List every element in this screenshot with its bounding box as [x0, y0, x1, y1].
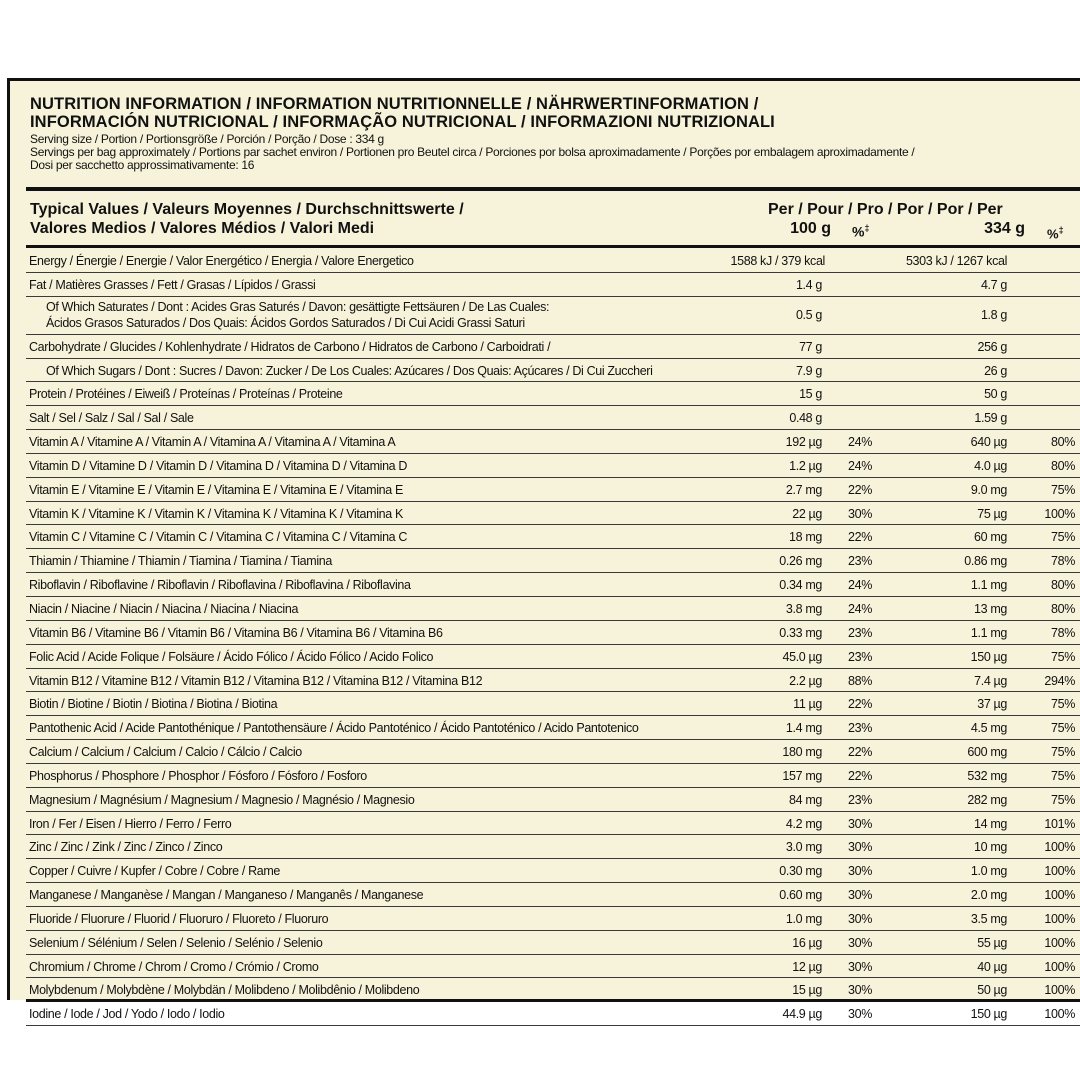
table-row: [26, 931, 1080, 955]
value-per-100g: 1.0 mg: [785, 911, 822, 926]
nutrient-label: Folic Acid / Acide Folique / Folsäure / Ácido Fólico / Ácido Fólico / Acido Folico: [29, 649, 434, 664]
percent-per-serving: 80%: [1051, 458, 1075, 473]
nutrient-label: Energy / Énergie / Energie / Valor Energético / Energia / Valore Energetico: [29, 254, 414, 268]
value-per-100g: 157 mg: [782, 768, 822, 783]
percent-per-serving: 75%: [1051, 721, 1075, 736]
percent-per-100g: 23%: [848, 792, 872, 807]
percent-per-serving: 80%: [1051, 578, 1075, 593]
value-per-100g: 84 mg: [789, 792, 822, 807]
nutrient-label: Fat / Matières Grasses / Fett / Grasas / Lípidos / Grassi: [29, 277, 316, 292]
table-row: [26, 249, 1080, 273]
percent-per-100g: 22%: [848, 768, 872, 783]
value-per-100g: 15 µg: [792, 983, 822, 998]
value-per-100g: 3.8 mg: [785, 601, 822, 616]
value-per-serving: 14 mg: [974, 816, 1007, 831]
nutrient-label: Zinc / Zinc / Zink / Zinc / Zinco / Zinco: [29, 840, 223, 855]
value-per-serving: 26 g: [984, 363, 1007, 378]
percent-per-serving: 100%: [1044, 506, 1075, 521]
nutrient-label: Vitamin B12 / Vitamine B12 / Vitamin B12 / Vitamina B12 / Vitamina B12 / Vitamina B12: [29, 673, 483, 688]
value-per-100g: 0.26 mg: [779, 554, 822, 569]
table-row: [26, 955, 1080, 979]
percent-symbol: %: [852, 223, 865, 240]
percent-per-serving: 75%: [1051, 649, 1075, 664]
value-per-100g: 18 mg: [789, 530, 822, 545]
value-per-serving: 1.0 mg: [970, 864, 1007, 879]
table-row: [26, 478, 1080, 502]
value-per-serving: 640 µg: [970, 435, 1007, 450]
per-serving-heading: 334 g: [984, 220, 1025, 237]
value-per-serving: 600 mg: [967, 745, 1007, 760]
column-header-divider: [26, 245, 1080, 248]
nutrient-label: Thiamin / Thiamine / Thiamin / Tiamina / Tiamina / Tiamina: [29, 554, 332, 569]
nutrient-label: Salt / Sel / Salz / Sal / Sal / Sale: [29, 411, 194, 426]
table-row: [26, 645, 1080, 669]
percent-per-serving: 75%: [1051, 697, 1075, 712]
percent-per-serving: 75%: [1051, 792, 1075, 807]
table-row: [26, 273, 1080, 297]
table-row: [26, 883, 1080, 907]
nutrition-table: [26, 249, 1080, 1026]
nutrient-label: Vitamin K / Vitamine K / Vitamin K / Vitamina K / Vitamina K / Vitamina K: [29, 506, 403, 521]
value-per-serving: 5303 kJ / 1267 kcal: [905, 254, 1007, 268]
dagger-symbol: ‡: [1058, 225, 1064, 235]
value-per-100g: 0.33 mg: [779, 625, 822, 640]
value-per-serving: 37 µg: [977, 697, 1007, 712]
value-per-100g: 1.2 µg: [789, 458, 822, 473]
value-per-serving: 0.86 mg: [964, 554, 1007, 569]
serving-size: Serving size / Portion / Portionsgröße / Porción / Porção / Dose : 334 g: [30, 132, 384, 146]
value-per-serving: 4.7 g: [980, 277, 1007, 292]
value-per-serving: 50 g: [984, 387, 1007, 402]
table-row: [26, 359, 1080, 383]
percent-per-100g: 23%: [848, 721, 872, 736]
percent-per-100g: 30%: [848, 888, 872, 903]
percent-per-serving: 100%: [1044, 911, 1075, 926]
nutrient-label: Calcium / Calcium / Calcium / Calcio / Cálcio / Calcio: [29, 745, 302, 760]
value-per-100g: 0.60 mg: [779, 888, 822, 903]
value-per-serving: 1.1 mg: [970, 625, 1007, 640]
value-per-100g: 1.4 g: [795, 277, 822, 292]
value-per-100g: 2.7 mg: [785, 482, 822, 497]
value-per-100g: 0.34 mg: [779, 578, 822, 593]
percent-per-100g: 24%: [848, 578, 872, 593]
percent-per-100g: 30%: [848, 506, 872, 521]
value-per-100g: 22 µg: [792, 506, 822, 521]
percent-per-100g: 24%: [848, 601, 872, 616]
table-bottom-rule: [26, 999, 1080, 1002]
table-row: [26, 716, 1080, 740]
value-per-serving: 4.5 mg: [970, 721, 1007, 736]
value-per-serving: 2.0 mg: [970, 888, 1007, 903]
nutrient-label: Selenium / Sélénium / Selen / Selenio / Selénio / Selenio: [29, 935, 323, 950]
nutrient-label: Phosphorus / Phosphore / Phosphor / Fósforo / Fósforo / Fosforo: [29, 768, 367, 783]
nutrient-label: Molybdenum / Molybdène / Molybdän / Molibdeno / Molibdênio / Molibdeno: [29, 983, 420, 998]
percent-per-100g: 22%: [848, 530, 872, 545]
percent-per-100g: 22%: [848, 697, 872, 712]
percent-per-serving: 100%: [1044, 888, 1075, 903]
percent-per-100g: 30%: [848, 935, 872, 950]
value-per-serving: 4.0 µg: [974, 458, 1007, 473]
value-per-serving: 3.5 mg: [970, 911, 1007, 926]
panel-title: NUTRITION INFORMATION / INFORMATION NUTRITIONNELLE / NÄHRWERTINFORMATION / INFORMACIÓN NUTRICIONAL / INFORMAÇÃO NUTRICIONAL / INFORMAZIONI NUTRIZIONALI: [30, 95, 775, 131]
percent-per-100g: 22%: [848, 482, 872, 497]
nutrient-label: Vitamin C / Vitamine C / Vitamin C / Vitamina C / Vitamina C / Vitamina C: [29, 530, 408, 545]
value-per-100g: 4.2 mg: [785, 816, 822, 831]
value-per-100g: 1.4 mg: [785, 721, 822, 736]
table-row: [26, 1002, 1080, 1026]
table-row: [26, 692, 1080, 716]
value-per-serving: 55 µg: [977, 935, 1007, 950]
table-row: [26, 297, 1080, 335]
percent-per-100g: 88%: [848, 673, 872, 688]
nutrient-label: Fluoride / Fluorure / Fluorid / Fluoruro / Fluoreto / Fluoruro: [29, 911, 329, 926]
percent-per-100g: 24%: [848, 435, 872, 450]
value-per-100g: 16 µg: [792, 935, 822, 950]
percent-per-100g: 30%: [848, 864, 872, 879]
value-per-serving: 1.8 g: [980, 307, 1007, 322]
value-per-100g: 7.9 g: [795, 363, 822, 378]
table-row: [26, 621, 1080, 645]
nutrient-label: Copper / Cuivre / Kupfer / Cobre / Cobre / Rame: [29, 864, 281, 879]
percent-per-serving: 80%: [1051, 601, 1075, 616]
nutrient-label: Manganese / Manganèse / Mangan / Manganeso / Manganês / Manganese: [29, 888, 424, 903]
percent-per-serving: 78%: [1051, 554, 1075, 569]
value-per-serving: 9.0 mg: [970, 482, 1007, 497]
percent-per-100g: 30%: [848, 959, 872, 974]
table-row: [26, 907, 1080, 931]
table-row: [26, 573, 1080, 597]
nutrient-label: Protein / Protéines / Eiweiß / Proteínas / Proteínas / Proteine: [29, 387, 343, 402]
nutrition-panel: [7, 78, 1080, 1022]
table-row: [26, 740, 1080, 764]
nutrient-label: Iodine / Iode / Jod / Yodo / Iodo / Iodio: [29, 1007, 225, 1022]
column-header: [30, 198, 1080, 240]
value-per-100g: 11 µg: [793, 697, 822, 712]
header-divider: [26, 187, 1080, 191]
nutrient-label: Iron / Fer / Eisen / Hierro / Ferro / Ferro: [29, 816, 232, 831]
value-per-serving: 75 µg: [977, 506, 1007, 521]
table-row: [26, 764, 1080, 788]
per-100g-heading: 100 g: [790, 220, 831, 237]
value-per-100g: 45.0 µg: [782, 649, 822, 664]
percent-per-serving: 80%: [1051, 435, 1075, 450]
nutrient-label: Of Which Saturates / Dont : Acides Gras Saturés / Davon: gesättigte Fettsäuren / De Las Cuales: Ácidos Grasos Saturados / Dos Quais: Ácidos Gordos Saturados / Di Cui Acidi Grassi Saturi: [46, 299, 550, 330]
value-per-100g: 77 g: [799, 339, 822, 354]
value-per-100g: 0.5 g: [795, 307, 822, 322]
nutrient-label: Vitamin E / Vitamine E / Vitamin E / Vitamina E / Vitamina E / Vitamina E: [29, 482, 403, 497]
percent-per-100g: 24%: [848, 458, 872, 473]
value-per-serving: 50 µg: [977, 983, 1007, 998]
nutrient-label: Niacin / Niacine / Niacin / Niacina / Niacina / Niacina: [29, 601, 299, 616]
value-per-serving: 13 mg: [974, 601, 1007, 616]
value-per-serving: 532 mg: [967, 768, 1007, 783]
nutrient-label: Vitamin D / Vitamine D / Vitamin D / Vitamina D / Vitamina D / Vitamina D: [29, 458, 408, 473]
table-row: [26, 597, 1080, 621]
value-per-100g: 3.0 mg: [785, 840, 822, 855]
nutrient-label: Pantothenic Acid / Acide Pantothénique / Pantothensäure / Ácido Pantoténico / Ácido Pantoténico / Acido Pantotenico: [29, 721, 639, 736]
panel-header: [30, 95, 1070, 172]
table-row: [26, 430, 1080, 454]
table-row: [26, 335, 1080, 359]
table-row: [26, 382, 1080, 406]
table-row: [26, 788, 1080, 812]
table-row: [26, 454, 1080, 478]
percent-per-serving: 100%: [1044, 1007, 1075, 1022]
percent-serving-heading: [1047, 221, 1064, 243]
percent-symbol: %: [1047, 226, 1059, 242]
percent-per-100g: 23%: [848, 649, 872, 664]
value-per-100g: 12 µg: [792, 959, 822, 974]
percent-per-100g: 30%: [848, 1007, 872, 1022]
table-row: [26, 406, 1080, 430]
nutrient-label: Riboflavin / Riboflavine / Riboflavin / Riboflavina / Riboflavina / Riboflavina: [29, 578, 411, 593]
percent-per-serving: 75%: [1051, 530, 1075, 545]
value-per-100g: 1588 kJ / 379 kcal: [730, 254, 825, 268]
value-per-100g: 2.2 µg: [789, 673, 822, 688]
value-per-100g: 0.48 g: [789, 411, 822, 426]
percent-per-100g: 23%: [848, 625, 872, 640]
nutrient-label: Vitamin B6 / Vitamine B6 / Vitamin B6 / Vitamina B6 / Vitamina B6 / Vitamina B6: [29, 625, 443, 640]
value-per-serving: 60 mg: [974, 530, 1007, 545]
table-row: [26, 669, 1080, 693]
percent-per-serving: 100%: [1044, 935, 1075, 950]
table-row: [26, 835, 1080, 859]
percent-per-serving: 101%: [1044, 816, 1075, 831]
table-row: [26, 525, 1080, 549]
value-per-serving: 10 mg: [974, 840, 1007, 855]
percent-per-100g: 30%: [848, 840, 872, 855]
nutrient-label: Biotin / Biotine / Biotin / Biotina / Biotina / Biotina: [29, 697, 278, 712]
nutrient-label: Of Which Sugars / Dont : Sucres / Davon: Zucker / De Los Cuales: Azúcares / Dos Quais: Açúcares / Di Cui Zuccheri: [46, 363, 653, 378]
typical-values-heading: Typical Values / Valeurs Moyennes / Durchschnittswerte / Valores Medios / Valores Médios / Valori Medi: [30, 201, 464, 237]
percent-per-serving: 294%: [1044, 673, 1075, 688]
value-per-serving: 1.59 g: [974, 411, 1007, 426]
percent-per-100g: 30%: [848, 816, 872, 831]
percent-per-serving: 100%: [1044, 959, 1075, 974]
value-per-100g: 180 mg: [782, 745, 822, 760]
percent-per-100g: 30%: [848, 983, 872, 998]
value-per-100g: 0.30 mg: [779, 864, 822, 879]
nutrient-label: Chromium / Chrome / Chrom / Cromo / Crómio / Cromo: [29, 959, 319, 974]
percent-per-100g: 23%: [848, 554, 872, 569]
value-per-serving: 282 mg: [967, 792, 1007, 807]
percent-per-100g: 22%: [848, 745, 872, 760]
value-per-serving: 40 µg: [977, 959, 1007, 974]
table-row: [26, 549, 1080, 573]
percent-per-serving: 75%: [1051, 745, 1075, 760]
percent-per-serving: 75%: [1051, 768, 1075, 783]
percent-per-serving: 75%: [1051, 482, 1075, 497]
per-heading: Per / Pour / Pro / Por / Por / Per: [768, 201, 1003, 218]
percent-per-serving: 100%: [1044, 840, 1075, 855]
percent-per-serving: 100%: [1044, 864, 1075, 879]
percent-per-serving: 100%: [1044, 983, 1075, 998]
value-per-serving: 150 µg: [970, 649, 1007, 664]
value-per-serving: 150 µg: [970, 1007, 1007, 1022]
percent-per-serving: 78%: [1051, 625, 1075, 640]
percent-100g-heading: [852, 219, 869, 242]
servings-per-bag: Servings per bag approximately / Portions par sachet environ / Portionen pro Beutel circa / Porciones por bolsa aproximadamente / Porções por embalagem aproximadamente / Dosi per sacchetto approssimativamente: 16: [30, 145, 915, 172]
value-per-serving: 7.4 µg: [974, 673, 1007, 688]
value-per-serving: 256 g: [977, 339, 1007, 354]
nutrient-label: Magnesium / Magnésium / Magnesium / Magnesio / Magnésio / Magnesio: [29, 792, 415, 807]
table-row: [26, 812, 1080, 836]
nutrient-label: Vitamin A / Vitamine A / Vitamin A / Vitamina A / Vitamina A / Vitamina A: [29, 435, 396, 450]
table-row: [26, 859, 1080, 883]
table-row: [26, 502, 1080, 526]
value-per-serving: 1.1 mg: [970, 578, 1007, 593]
percent-per-100g: 30%: [848, 911, 872, 926]
dagger-symbol: ‡: [864, 223, 870, 233]
value-per-100g: 15 g: [799, 387, 822, 402]
value-per-100g: 44.9 µg: [782, 1007, 822, 1022]
value-per-100g: 192 µg: [785, 435, 822, 450]
nutrient-label: Carbohydrate / Glucides / Kohlenhydrate / Hidratos de Carbono / Hidratos de Carbono / Carboidrati /: [29, 339, 551, 354]
